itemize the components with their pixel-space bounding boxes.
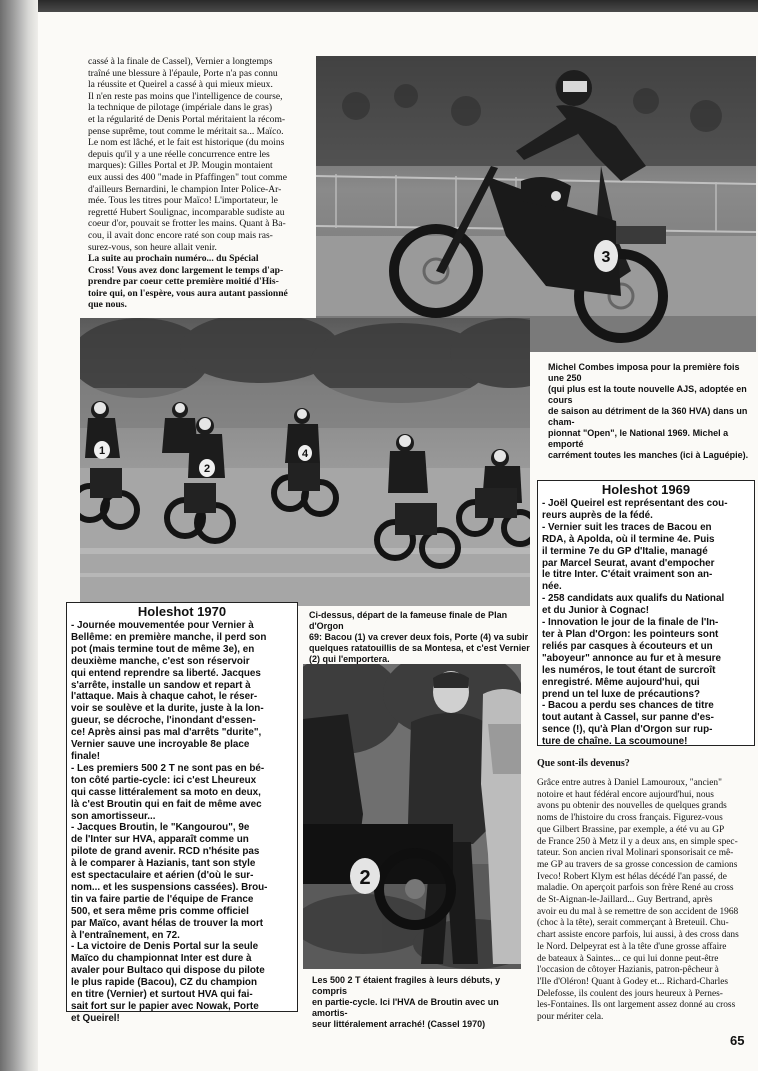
holeshot-line: finale! [71, 750, 101, 762]
holeshot-line: pilote de grand avenir. RCD n'hésite pas [71, 846, 260, 858]
holeshot-line: et Queirel! [71, 1012, 120, 1024]
holeshot-line: - La victoire de Denis Portal sur la seule [71, 941, 259, 953]
caption-broutin-lines [312, 975, 527, 1030]
holeshot-line: de l'Inter sur HVA, apparaît comme un [71, 834, 249, 846]
outro-line: La suite au prochain numéro... du Spécial [88, 253, 259, 265]
devenus-line: les-Fontaines. Ils ont largement assez donné au cross [537, 1000, 736, 1011]
devenus-line: me GP au travers de sa grosse concession de camions [537, 859, 738, 870]
holeshot-1970-lines [71, 620, 293, 1025]
photo-combes-jump [316, 56, 756, 352]
photo-broutin [303, 664, 521, 969]
devenus-line: noms de l'histoire du cross français. Figurez-vous [537, 813, 723, 824]
devenus-line: Delefosse, ils coulent des jours heureux à Pernes- [537, 988, 723, 999]
holeshot-line: ter à Plan d'Orgon: les pointeurs sont [542, 628, 719, 640]
outro-line: que nous. [88, 299, 127, 311]
holeshot-line: "aboyeur" annonce au fur et à mesure [542, 652, 721, 664]
outro-line: Cross! Vous avez donc largement le temps d'ap- [88, 264, 284, 276]
devenus-heading: Que sont-ils devenus? [537, 758, 630, 769]
caption-line: pionnat "Open", le National 1969. Michel a emporté [548, 428, 729, 449]
caption-line: Les 500 2 T étaient fragiles à leurs débuts, y compris [312, 975, 501, 996]
intro-line: Il n'en reste pas moins que l'intelligence de course, [88, 90, 283, 102]
intro-line: surez-vous, son heure allait venir. [88, 241, 217, 253]
caption-depart [309, 610, 534, 665]
devenus-lines [537, 778, 754, 1024]
devenus-line: notoire et haut fédéral encore aujourd'hui, nous [537, 789, 714, 800]
holeshot-line: nom... et les suspensions cassées). Brou- [71, 881, 268, 893]
page-number: 65 [730, 1033, 745, 1048]
intro-line: marques): Gilles Portal et JP. Mougin montaient [88, 160, 273, 172]
intro-line: depuis qu'il y a une réelle concurrence entre les [88, 148, 270, 160]
devenus-line: Grâce entre autres à Daniel Lamouroux, "ancien" [537, 778, 722, 788]
plate-number-1: 1 [98, 445, 106, 457]
holeshot-1969-title: Holeshot 1969 [601, 482, 691, 497]
intro-line: traîné une blessure à l'épaule, Porte n'a pas connu [88, 67, 278, 79]
holeshot-line: - Joël Queirel est représentant des cou- [542, 498, 728, 509]
holeshot-line: Vernier sauve une incroyable 8e place [71, 739, 250, 751]
holeshot-line: tin va faire partie de l'équipe de France [71, 893, 254, 905]
article-intro-lines [88, 56, 306, 253]
holeshot-line: - Journée mouvementée pour Vernier à [71, 620, 254, 631]
holeshot-line: tout autant à Cassel, sur panne d'es- [542, 712, 714, 724]
devenus-line: Iveco! Robert Klym est hélas décédé l'an passé, de [537, 871, 727, 882]
intro-line: eux aussi des 400 "made in Pfaffingen" tout comme [88, 171, 287, 183]
devenus-line: que Gilbert Brassine, par exemple, a été vu au GP [537, 824, 725, 835]
caption-line: Ci-dessus, départ de la fameuse finale de Plan d'Orgon [309, 610, 508, 631]
holeshot-1970-title: Holeshot 1970 [137, 604, 227, 619]
caption-line: en partie-cycle. Ici l'HVA de Broutin avec un amortis- [312, 997, 499, 1018]
holeshot-line: gueur, se décroche, l'inondant d'essen- [71, 715, 256, 727]
intro-line: Le nom est lâché, et le fait est historique (du moins [88, 137, 285, 149]
caption-combes-lines [548, 362, 758, 461]
holeshot-line: en titre (Vernier) et surtout HVA qui fai- [71, 989, 253, 1001]
outro-line: toire qui, on l'espère, vous aura autant passionné [88, 287, 288, 299]
devenus-line: de bateaux à Saintes... ce qui lui donne peut-être [537, 953, 719, 964]
holeshot-line: à l'entraînement, en 72. [71, 929, 180, 941]
holeshot-line: ton côté partie-cycle: ici c'est Lheureux [71, 774, 257, 786]
holeshot-line: et du Junior à Cognac! [542, 605, 649, 617]
holeshot-line: deuxième manche, c'est son réservoir [71, 655, 250, 667]
holeshot-line: - Vernier suit les traces de Bacou en [542, 521, 712, 533]
holeshot-line: l'attaque. Mais à chaque cahot, le réser- [71, 691, 258, 703]
caption-line: quelques ratatouillis de sa Montesa, et c'est Vernier [309, 643, 530, 653]
holeshot-line: son amortisseur... [71, 810, 156, 822]
devenus-line: l'occasion de côtoyer Hazianis, patron-pêcheur à [537, 965, 719, 976]
plate-number-2: 2 [203, 463, 211, 475]
holeshot-line: est spectaculaire et aérien (d'où le sur- [71, 870, 254, 882]
holeshot-1970-box [66, 602, 298, 1024]
caption-line: de saison au détriment de la 360 HVA) dans un cham- [548, 406, 748, 427]
holeshot-line: - 258 candidats aux qualifs du National [542, 593, 725, 605]
holeshot-line: le plus rapide (Bacou), CZ du champion [71, 977, 257, 989]
intro-line: pense suprême, tout comme le méritait sa... Maïco. [88, 125, 284, 137]
intro-line: mée. Tous les titres pour Maïco! L'importateur, le [88, 195, 278, 207]
holeshot-line: enregistré. Même aujourd'hui, qui [542, 676, 700, 688]
devenus-line: avoir eu du mal à se remettre de son accident de 1968 [537, 906, 739, 917]
devenus-line: avons pu obtenir des nouvelles de quelques grands [537, 801, 727, 812]
holeshot-line: ture de chaîne. La scoumoune! [542, 736, 688, 748]
holeshot-line: voir se soulève et la durite, juste à la lon- [71, 703, 264, 715]
devenus-line: de France 250 à Metz il y a deux ans, en simple spec- [537, 836, 738, 847]
holeshot-line: les numéros, le tout étant de surcroît [542, 664, 716, 676]
devenus-line: (choc à la tête), serait commerçant à Breteuil. Chu- [537, 918, 729, 929]
page-binding-shadow [0, 0, 38, 1071]
holeshot-line: prend un tel luxe de précautions? [542, 688, 701, 700]
holeshot-line: reliés par casques à écouteurs et un [542, 640, 713, 652]
devenus-text [537, 778, 754, 1024]
devenus-line: tateur. Son ancien rival Molinari sponsorisait ce mê- [537, 848, 734, 859]
caption-broutin [312, 975, 527, 1030]
holeshot-line: Bellême: en première manche, il perd son [71, 631, 267, 643]
intro-line: d'ailleurs Bernardini, le champion Inter Police-Ar- [88, 183, 282, 195]
holeshot-1969-box [537, 480, 755, 746]
intro-line: et la régularité de Denis Portal méritaient la récom- [88, 113, 286, 125]
devenus-line: chart assiste encore parfois, lui aussi, à des cross dans [537, 930, 739, 941]
holeshot-line: le titre Inter. C'était vraiment son an- [542, 569, 713, 581]
holeshot-line: sait fort sur le papier avec Nowak, Porte [71, 1001, 259, 1012]
article-intro [88, 56, 306, 311]
holeshot-line: ce! Après ainsi pas mal d'arrêts "durite", [71, 727, 262, 739]
holeshot-line: 500, et sera même pris comme officiel [71, 905, 249, 917]
intro-line: la réussite et Queirel a cassé à qui mieux mieux. [88, 79, 273, 91]
caption-line: carrément toutes les manches (ici à Laguépie). [548, 450, 749, 460]
article-outro-bold [88, 253, 306, 311]
holeshot-line: sence (!), qu'à Plan d'Orgon sur rup- [542, 724, 713, 736]
holeshot-line: qui entend reprendre sa liberté. Jacques [71, 667, 261, 679]
holeshot-line: s'arrête, installe un sandow et repart à [71, 679, 251, 691]
photo-race-start [80, 318, 530, 606]
caption-line: 69: Bacou (1) va crever deux fois, Porte (4) va subir [309, 632, 529, 642]
broutin-plate-number: 2 [359, 867, 371, 889]
plate-number-4: 4 [301, 448, 309, 460]
caption-depart-lines [309, 610, 534, 665]
devenus-line: de St-Aignan-le-Jaillard... Guy Bertrand, après [537, 895, 713, 906]
holeshot-line: - Jacques Broutin, le "Kangourou", 9e [71, 822, 250, 834]
holeshot-line: - Innovation le jour de la finale de l'In- [542, 617, 719, 629]
devenus-line: pour mériter cela. [537, 1012, 604, 1023]
intro-line: cou, il avait donc encore raté son coup mais ras- [88, 229, 273, 241]
intro-line: coeur d'or, pouvait se frotter les mains. Quant à Ba- [88, 218, 286, 230]
holeshot-line: avaler pour Bultaco qui dispose du pilote [71, 965, 265, 977]
intro-line: cassé à la finale de Cassel), Vernier a longtemps [88, 56, 273, 67]
holeshot-line: reurs auprès de la fédé. [542, 509, 653, 521]
holeshot-line: - Bacou a perdu ses chances de titre [542, 700, 714, 712]
caption-line: Michel Combes imposa pour la première fois une 250 [548, 362, 740, 383]
combes-plate-number: 3 [601, 249, 611, 266]
holeshot-line: qui casse littéralement sa moto en deux, [71, 786, 261, 798]
caption-combes [548, 362, 758, 461]
caption-line: (qui plus est la toute nouvelle AJS, adoptée en cours [548, 384, 747, 405]
caption-line: (2) qui l'emportera. [309, 654, 390, 664]
intro-line: la technique de pilotage (impériale dans le gras) [88, 102, 273, 114]
holeshot-line: - Les premiers 500 2 T ne sont pas en bé- [71, 762, 265, 774]
outro-line: prendre par coeur cette première moitié d'His- [88, 276, 279, 288]
holeshot-line: Maïco du championnat Inter est dure à [71, 953, 252, 965]
top-edge-bar [38, 0, 758, 12]
devenus-line: le Nord. Delpeyrat est à la tête d'une grosse affaire [537, 941, 727, 952]
holeshot-line: il termine 7e du GP d'Italie, managé [542, 545, 708, 557]
caption-line: seur littéralement arraché! (Cassel 1970) [312, 1019, 486, 1029]
holeshot-1969-lines [542, 498, 750, 748]
holeshot-line: par Maïco, avant hélas de trouver la mort [71, 917, 264, 929]
holeshot-line: née. [542, 581, 562, 593]
holeshot-line: pot (mais termine tout de même 3e), en [71, 643, 255, 655]
devenus-line: maladie. On aperçoit parfois son frère René au cross [537, 883, 734, 894]
holeshot-line: là c'est Broutin qui en fait de même avec [71, 798, 262, 810]
holeshot-line: RDA, à Apolda, où il termine 4e. Puis [542, 533, 715, 545]
holeshot-line: par Marcel Seurat, avant d'empocher [542, 557, 715, 569]
intro-line: regretté Hubert Soulignac, incomparable sudiste au [88, 206, 285, 218]
holeshot-line: à le comparer à Hazianis, tant son style [71, 858, 256, 870]
devenus-line: l'Ile d'Oléron! Quant à Godey et... Richard-Charles [537, 976, 729, 987]
